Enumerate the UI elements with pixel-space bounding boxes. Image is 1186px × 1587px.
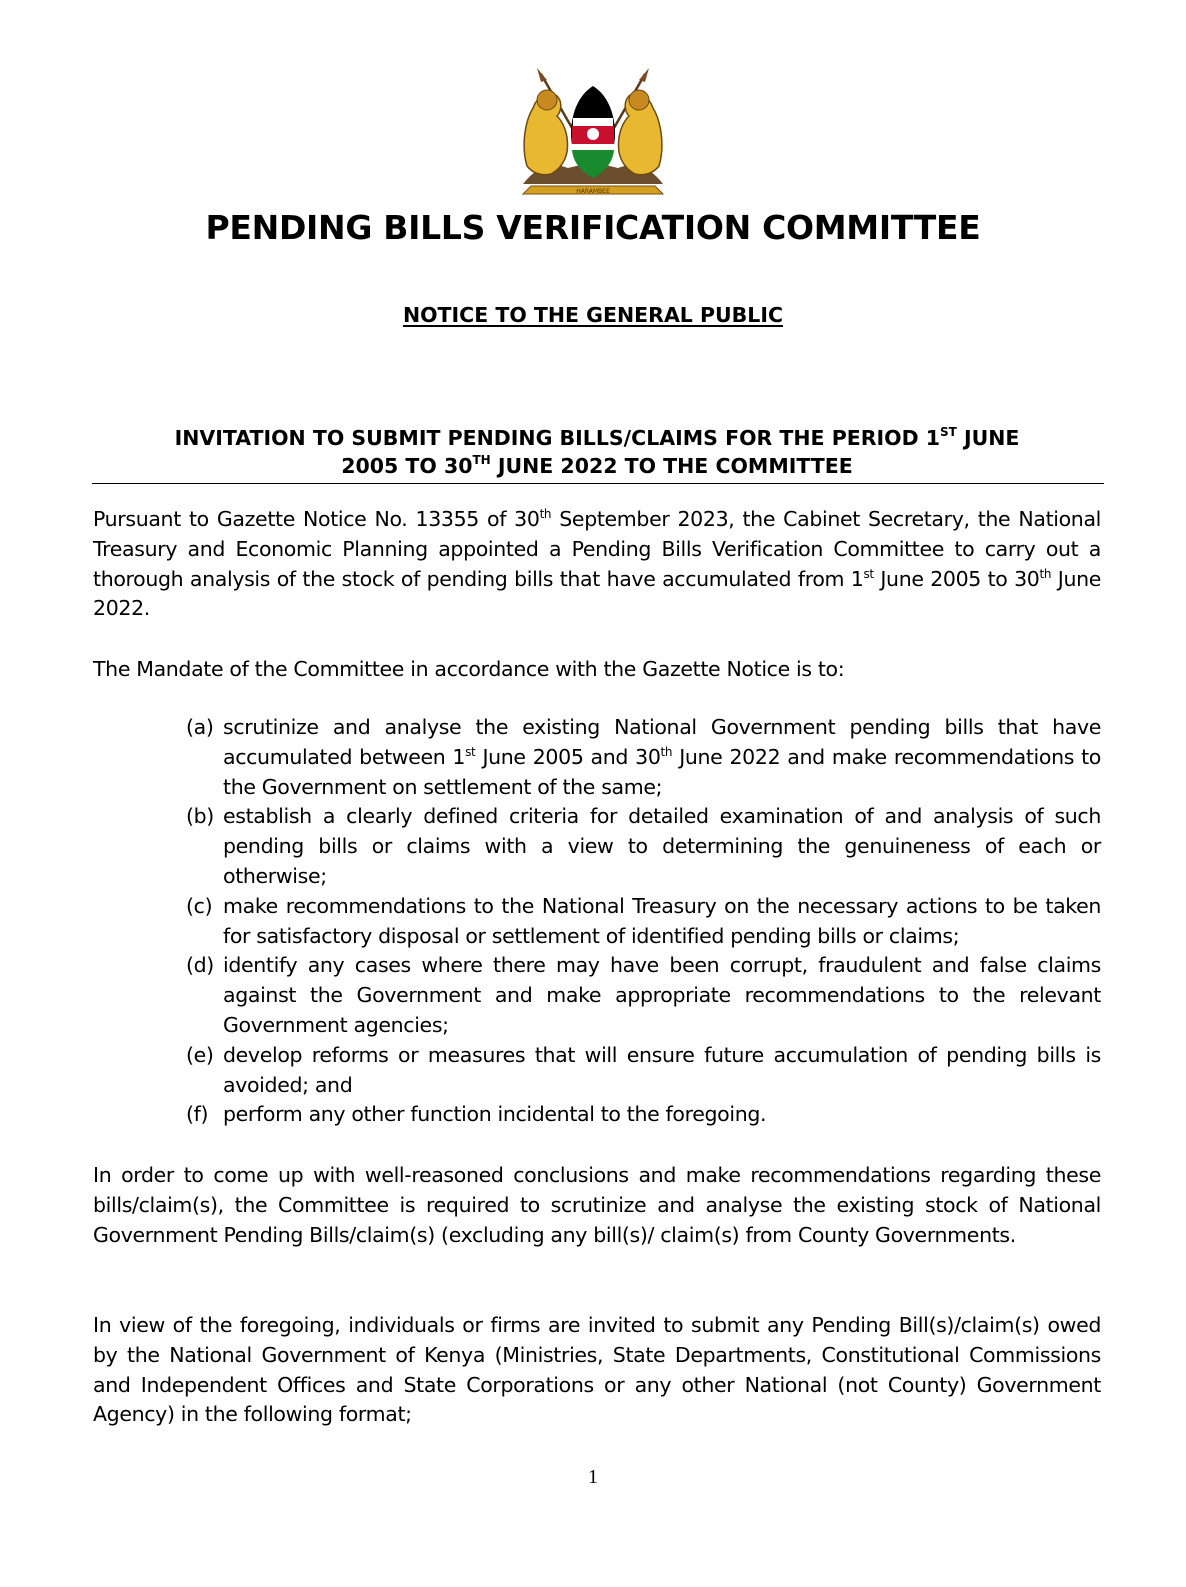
list-item xyxy=(186,713,1101,802)
list-marker: (c) xyxy=(186,893,213,918)
list-item xyxy=(186,951,1101,1040)
intro-paragraph: Pursuant to Gazette Notice No. 13355 of 30th September 2023, the Cabinet Secretary, the National Treasury and Economic Planning appointed a Pending Bills Verification Committee to carry out a thorough analysis of the stock of pending bills that have accumulated from 1st June 2005 to 30th June 2022. xyxy=(93,507,1102,621)
list-marker: (a) xyxy=(186,715,214,739)
notice-heading-text: NOTICE TO THE GENERAL PUBLIC xyxy=(402,303,784,327)
list-item-text: perform any other function incidental to the foregoing. xyxy=(223,1102,767,1127)
coat-of-arms-icon xyxy=(513,66,673,199)
heading-divider xyxy=(92,483,1104,484)
list-item xyxy=(186,1041,1101,1101)
list-item-text: scrutinize and analyse the existing National Government pending bills that have accumulated between 1st June 2005 and 30th June 2022 and make recommendations to the Government on settlement of the same; xyxy=(223,715,1101,799)
notice-heading xyxy=(0,303,1186,327)
list-marker: (f) xyxy=(186,1102,209,1127)
list-marker: (b) xyxy=(186,804,214,829)
mandate-intro-paragraph: The Mandate of the Committee in accordance with the Gazette Notice is to: xyxy=(93,657,845,681)
list-item-text: develop reforms or measures that will ensure future accumulation of pending bills is avoided; and xyxy=(223,1042,1101,1097)
list-item xyxy=(186,892,1101,952)
page-title: PENDING BILLS VERIFICATION COMMITTEE xyxy=(205,208,981,247)
list-item-text: establish a clearly defined criteria for detailed examination of and analysis of such pending bills or claims with a view to determining the genuineness of each or otherwise; xyxy=(223,804,1101,888)
svg-text:HARAMBEE: HARAMBEE xyxy=(576,188,610,195)
invitation-heading: INVITATION TO SUBMIT PENDING BILLS/CLAIMS FOR THE PERIOD 1ST JUNE 2005 TO 30TH JUNE 2022 TO THE COMMITTEE xyxy=(174,425,1020,478)
page-number: 1 xyxy=(588,1466,598,1488)
list-marker: (e) xyxy=(186,1042,214,1067)
scope-paragraph: In order to come up with well-reasoned conclusions and make recommendations regarding these bills/claim(s), the Committee is required to scrutinize and analyse the existing stock of National Government Pending Bills/claim(s) (excluding any bill(s)/ claim(s) from County Governments. xyxy=(93,1163,1101,1247)
list-marker: (d) xyxy=(186,953,214,978)
mandate-list xyxy=(186,713,1101,1130)
list-item xyxy=(186,802,1101,891)
list-item-text: make recommendations to the National Treasury on the necessary actions to be taken for satisfactory disposal or settlement of identified pending bills or claims; xyxy=(223,893,1101,948)
list-item xyxy=(186,1100,1101,1130)
list-item-text: identify any cases where there may have been corrupt, fraudulent and false claims against the Government and make appropriate recommendations to the relevant Government agencies; xyxy=(223,953,1101,1037)
invitation-paragraph: In view of the foregoing, individuals or firms are invited to submit any Pending Bill(s)/claim(s) owed by the National Government of Kenya (Ministries, State Departments, Constitutional Commissions and Independent Offices and State Corporations or any other National (not County) Government Agency) in the following format; xyxy=(93,1313,1101,1427)
